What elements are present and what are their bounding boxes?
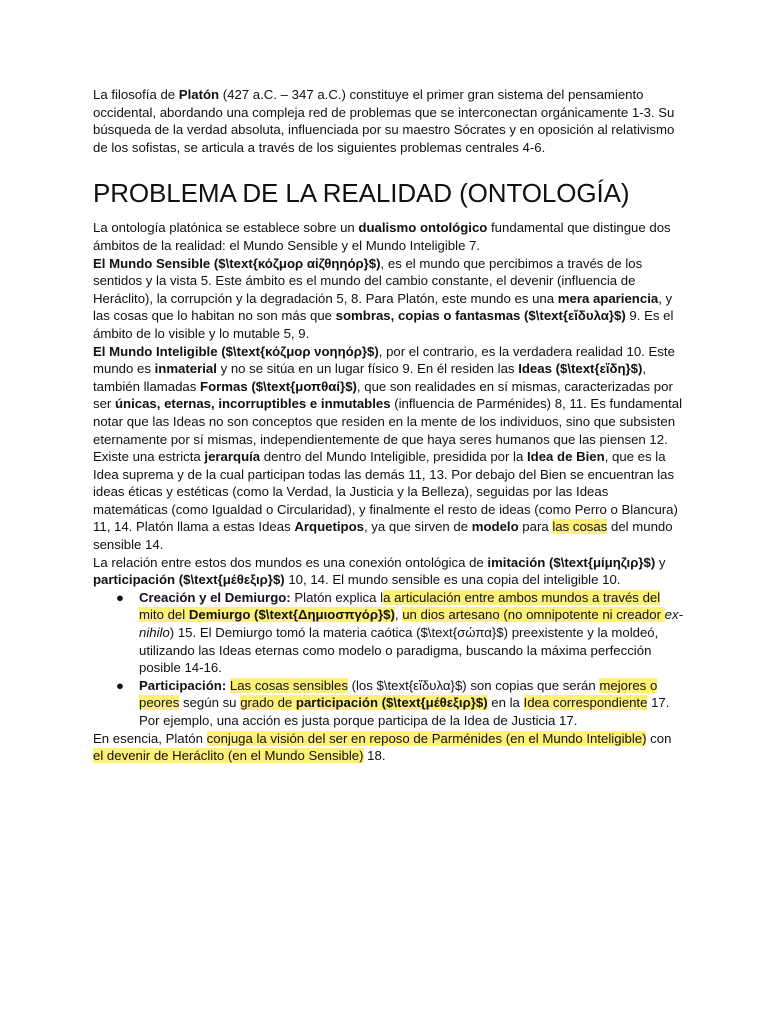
bullet-icon: ● [116,589,124,605]
text-run: 10, 14. El mundo sensible es una copia del inteligible 10. [284,572,621,588]
highlighted-run: Las cosas sensibles [229,677,348,693]
section-heading: PROBLEMA DE LA REALIDAD (ONTOLOGÍA) [93,178,630,209]
bold-run: Idea de Bien [527,449,605,465]
paragraph-mundo-inteligible [93,343,683,449]
text-run: En esencia, Platón [93,730,207,746]
bold-run: El Mundo Sensible ($\text{κόζμορ αἰζθηηόρ}$) [93,255,381,271]
highlighted-run: grado de [240,695,296,711]
highlighted-run: Idea correspondiente [523,695,648,711]
text-run: en la [487,695,524,711]
italic-run: ex-nihilo [139,607,683,641]
paragraph-jerarquia [93,448,683,554]
highlighted-run: el devenir de Heráclito (en el Mundo Sensible) [93,748,364,764]
text-run: 9. Es el ámbito de lo visible y lo mutable 5, 9. [93,308,674,341]
list-item-demiurgo [116,589,683,677]
text-run: , que es la Idea suprema y de la cual participan todas las demás 11, 13. Por debajo del Bien se encuentran las ideas éticas y estéticas (como la Verdad, la Justicia y la Belleza), seguidas por las Ideas matemáticas (como Igualdad o Circularidad), y finalmente el resto de ideas (como Perro o Blancura) 11, 14. Platón llama a estas Ideas [93,449,678,535]
highlighted-bold-run: Demiurgo ($\text{Δημιοσπγόρ}$) [188,607,395,623]
bold-run: modelo [471,519,519,535]
bold-run: El Mundo Inteligible ($\text{κόζμορ νοηηόρ}$) [93,343,379,359]
bullet-icon: ● [116,677,124,693]
text-run: ) 15. El Demiurgo tomó la materia caótica ($\text{σώπα}$) preexistente y la moldeó, utilizando las Ideas eternas como modelo o paradigma, buscando la máxima perfección posible 14-16. [139,625,659,676]
bold-run: mera apariencia [557,290,659,306]
text-run: dentro del Mundo Inteligible, presidida por la [260,449,527,465]
bullet-list [93,589,683,730]
paragraph-dualismo [93,219,683,254]
highlighted-run: un dios artesano (no omnipotente ni creador [402,607,665,623]
text-run: La relación entre estos dos mundos es una conexión ontológica de [93,554,488,570]
bold-run: dualismo ontológico [358,220,488,236]
text-run: y [655,554,666,570]
intro-paragraph [93,86,683,156]
bold-run: participación ($\text{μέθεξιρ}$) [93,572,285,588]
text-run: (los $\text{εἴδυλα}$) son copias que serán [347,677,600,693]
text-run: Platón explica l [290,589,384,605]
bold-run: Ideas ($\text{εἴδη}$) [518,361,643,377]
bold-run: únicas, eternas, incorruptibles e inmutables [114,396,391,412]
text-run: 17. Por ejemplo, una acción es justa porque participa de la Idea de Justicia 17. [139,695,670,728]
text-run: según su [179,695,241,711]
bold-run: imitación ($\text{μίμηζιρ}$) [487,554,656,570]
text-run: (427 a.C. – 347 a.C.) constituye el primer gran sistema del pensamiento occidental, abordando una compleja red de problemas que se interconectan orgánicamente 1-3. Su búsqueda de la verdad absoluta, influenciada por su maestro Sócrates y en oposición al relativismo de los sofistas, se articula a través de los siguientes problemas centrales 4-6. [93,87,675,155]
text-run: La ontología platónica se establece sobre un [93,220,359,236]
paragraph-relacion [93,554,683,589]
text-run: (influencia de Parménides) 8, 11. Es fundamental notar que las Ideas no son conceptos que residen en la mente de los individuos, sino que subsisten eternamente por sí mismas, independientemente de que haya seres humanos que las piensen 12. [93,396,683,447]
bold-run: Creación y el Demiurgo: [139,589,291,605]
text-run: para [518,519,553,535]
text-run: , por el contrario, es la verdadera realidad 10. Este mundo es [93,343,675,377]
document-page [93,86,683,765]
text-run: , [394,607,403,623]
highlighted-bold-run: participación ($\text{μέθεξιρ}$) [295,695,488,711]
highlighted-run: conjuga la visión del ser en reposo de Parménides (en el Mundo Inteligible) [206,730,647,746]
bold-run: Arquetipos [294,519,364,535]
text-run: con [646,730,672,746]
bold-run: inmaterial [154,361,217,377]
highlighted-run: a articulación entre ambos mundos a través del mito del [139,589,661,623]
text-run: del mundo sensible 14. [93,519,673,553]
bold-run: Participación: [139,677,227,693]
text-run: Existe una estricta [93,449,205,465]
bold-run: jerarquía [204,449,261,465]
bold-run: Platón [178,87,220,102]
text-run: , que son realidades en sí mismas, caracterizadas por ser [93,378,673,412]
highlighted-run: las cosas [552,519,608,535]
text-run: 18. [363,748,386,764]
text-run: , y las cosas que lo habitan no son más que [93,290,673,324]
paragraph-esencia [93,730,683,765]
highlighted-run: mejores o peores [139,677,658,711]
paragraph-mundo-sensible [93,255,683,343]
text-run: La filosofía de [93,87,179,102]
text-run: , es el mundo que percibimos a través de los sentidos y la vista 5. Este ámbito es el mundo del cambio constante, el devenir (influencia de Heráclito), la corrupción y la degradación 5, 8. Para Platón, este mundo es una [93,255,643,306]
text-run: , ya que sirven de [363,519,472,535]
text-run: , también llamadas [93,361,647,394]
bold-run: sombras, copias o fantasmas ($\text{εἴδυλα}$) [335,308,626,324]
text-run: y no se sitúa en un lugar físico 9. En él residen las [216,361,519,377]
bold-run: Formas ($\text{μοπθαί}$) [200,378,357,394]
list-item-participacion [116,677,683,730]
text-run: fundamental que distingue dos ámbitos de la realidad: el Mundo Sensible y el Mundo Inteligible 7. [93,220,671,253]
